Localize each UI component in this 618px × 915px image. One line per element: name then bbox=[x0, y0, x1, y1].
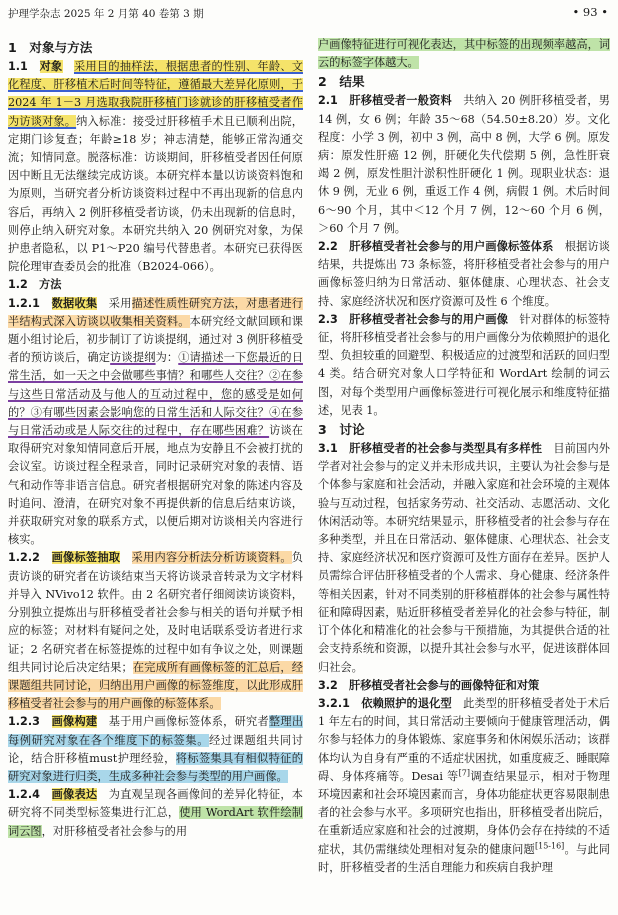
s124-t1: 为直观呈现各画像间的差异化特征，本研究将不同类型标签集进行汇总， bbox=[8, 788, 303, 820]
s121-t1: 采用 bbox=[108, 296, 132, 310]
s124-t2: ，对肝移植受者社会参与的用 bbox=[41, 824, 188, 838]
para-2-1 bbox=[318, 92, 610, 238]
citation-7: [7] bbox=[458, 767, 470, 777]
s121-num: 1.2.1 bbox=[8, 296, 40, 310]
journal-header: 护理学杂志 2025 年 2 月第 40 卷第 3 期 bbox=[8, 8, 204, 20]
section-2-heading: 2 结果 bbox=[318, 74, 365, 90]
para-1-2-2 bbox=[8, 549, 303, 713]
page-number: • 93 • bbox=[572, 5, 608, 19]
s121-title: 数据收集 bbox=[51, 296, 98, 310]
para-2-2 bbox=[318, 238, 610, 311]
s22-title: 2.2 肝移植受者社会参与的用户画像标签体系 bbox=[318, 240, 554, 254]
s124-highlight: 使用 WordArt 软件绘制词云图 bbox=[8, 806, 303, 838]
s121-t4: 访谈在取得研究对象知情同意后开展，地点为安静且不会被打扰的会议室。访谈过程全程录音，同时记录研究对象的表情、语气和动作等非语言信息。研究者根据研究对象的陈述内容及时追问、澄清，在研究对象不再提供新的信息后结束访谈，并获取研究对象的联系方式，以便后期对访谈相关内容进行核实。 bbox=[8, 424, 303, 547]
para-3-1 bbox=[318, 440, 610, 677]
s22-text: 根据访谈结果，共提炼出 73 条标签，将肝移植受者社会参与的用户画像标签归纳为日常活动、躯体健康、心理状态、社会支持、家庭经济状况和医疗资源可及性 6 个维度。 bbox=[318, 240, 610, 308]
s31-title: 3.1 肝移植受者的社会参与类型具有多样性 bbox=[318, 442, 543, 456]
s321-t1: 此类型的肝移植受者处于术后 1 年左右的时间，其日常活动主要倾向于健康管理活动，偶尔参与轻体力的身体锻炼、家庭事务和休闲娱乐活动；该群体均认为自身有严重的不适症状困扰，如重度疲乏、睡眠障碍、身体疼痛等。Desai 等 bbox=[318, 696, 610, 783]
section-3-2-heading: 3.2 肝移植受者社会参与的画像特征和对策 bbox=[318, 678, 540, 692]
para-3-2-1 bbox=[318, 695, 610, 877]
s121-t3: 为： bbox=[155, 351, 179, 365]
s122-highlight-2: 在完成所有画像标签的汇总后，经课题组共同讨论，归纳出用户画像的标签维度，以此形成肝移植受者社会参与的用户画像的标签体系。 bbox=[8, 660, 303, 711]
s123-num: 1.2.3 bbox=[8, 715, 40, 729]
page-header bbox=[0, 0, 618, 26]
s321-title: 依赖照护的退化型 bbox=[361, 696, 452, 710]
s123-t2: 经过课题组共同讨论，结合肝移植must护理经验， bbox=[8, 733, 303, 765]
s121-highlight: 描述性质性研究方法，对患者进行半结构式深入访谈以收集相关资料。 bbox=[8, 296, 303, 328]
s124-num: 1.2.4 bbox=[8, 788, 40, 802]
para-1-2-3 bbox=[8, 713, 303, 786]
right-column bbox=[318, 36, 610, 877]
para-2-3 bbox=[318, 311, 610, 420]
s122-t1: 负责访谈的研究者在访谈结束当天将访谈录音转录为文字材料并导入 NVivo12 软件。由 2 名研究者仔细阅读访谈资料，分别独立提炼出与肝移植受者社会参与相关的语句并赋予相应的标签；对材料有疑问之处，及时电话联系受访者进行求证；2 名研究者在标签提炼的过程中如有争议之处，则课题组共同讨论后决定结果； bbox=[8, 551, 303, 674]
s124-title: 画像表达 bbox=[51, 788, 98, 802]
section-1-2-heading: 1.2 方法 bbox=[8, 278, 62, 292]
s124-cont-highlight: 户画像特征进行可视化表达，其中标签的出现频率越高，词云的标签字体越大。 bbox=[318, 38, 610, 70]
s31-text: 目前国内外学者对社会参与的定义并未形成共识，主要认为社会参与是个体参与家庭和社会活动，并融入家庭和社会环境的主观体验与互动过程，包括家务劳动、社交活动、志愿活动、文化休闲活动等。本研究结果显示，肝移植受者的社会参与存在多种类型，并且在日常活动、躯体健康、心理状态、社会支持、家庭经济状况和医疗资源可及性方面存在差异。医护人员需综合评估肝移植受者的个人需求、身心健康、经济条件等相关因素，针对不同类别的肝移植群体的社会参与属性特征和障碍因素，贴近肝移植受者差异化的社会参与特征，制订个体化和精准化的社会参与干预措施，为其提供合适的社会支持系统和资源，以提升其社会参与水平，促进该群体回归社会。 bbox=[318, 442, 610, 674]
s321-num: 3.2.1 bbox=[318, 696, 350, 710]
s123-highlight-1: 整理出每例研究对象在各个维度下的标签集。 bbox=[8, 715, 303, 747]
citation-15-16: [15-16] bbox=[534, 840, 565, 850]
left-column bbox=[8, 38, 303, 841]
s121-underline-1: 访谈提纲 bbox=[110, 351, 156, 365]
s23-text: 针对群体的标签特征，将肝移植受者社会参与的用户画像分为依赖照护的退化型、负担较重的回避型、积极适应的过渡型和活跃的回归型 4 类。结合研究对象人口学特征和 WordArt 绘制的词云图，对每个类型用户画像标签进行可视化展示和维度特征描述，见表 1。 bbox=[318, 312, 610, 417]
s11-num: 1.1 bbox=[8, 60, 28, 73]
s122-num: 1.2.2 bbox=[8, 551, 40, 565]
s11-highlight: 采用目的抽样法，根据患者的性别、年龄、文化程度、肝移植术后时间等特征，遵循最大差异化原则，于 2024 年 1－3 月选取我院肝移植门诊就诊的肝移植受者作为访谈对象。 bbox=[8, 60, 303, 128]
s21-text: 共纳入 20 例肝移植受者，男 14 例，女 6 例；年龄 35～68（54.50±8.20）岁。文化程度：小学 3 例，初中 3 例，高中 8 例，大学 6 例。原发病：原发性肝癌 12 例，肝硬化失代偿期 5 例，急性肝衰竭 2 例，原发性胆汁淤积性肝硬化 1 例。现职业状态：退休 9 例，无业 6 例，重返工作 4 例，病假 1 例。术后时间 6～90 个月，其中＜12 个月 7 例，12～60 个月 6 例，＞60 个月 7 例。 bbox=[318, 94, 610, 235]
para-1-1 bbox=[8, 58, 303, 276]
s123-t1: 基于用户画像标签体系，研究者 bbox=[108, 715, 269, 729]
s11-title: 对象 bbox=[39, 60, 63, 73]
s23-title: 2.3 肝移植受者社会参与的用户画像 bbox=[318, 312, 509, 326]
para-1-2-1 bbox=[8, 295, 303, 550]
para-1-2-4-cont bbox=[318, 36, 610, 72]
s123-highlight-2: 将标签集具有相似特征的研究对象进行归类，生成多种社会参与类型的用户画像。 bbox=[8, 751, 303, 783]
s321-t2: 调查结果显示，相对于物理环境因素和社会环境因素而言，身体功能症状更容易限制患者的社会参与水平。多项研究也指出，肝移植受者出院后，在重新适应家庭和社会的过渡期，身体仍会存在持续的不适症状，其仍需继续处理相对复杂的健康问题 bbox=[318, 769, 610, 856]
s122-highlight-1: 采用内容分析法分析访谈资料。 bbox=[131, 551, 292, 565]
s121-interview-outline: ①请描述一下您最近的日常生活，如一天之中会做哪些事情？和哪些人交往？②在参与这些日常活动及与他人的互动过程中，您的感受是如何的？③有哪些因素会影响您的日常生活和人际交往？④在参与日常活动或是人际交往的过程中，存在哪些困难？ bbox=[8, 351, 303, 438]
s123-title: 画像构建 bbox=[51, 715, 98, 729]
para-1-2-4 bbox=[8, 786, 303, 841]
s122-title: 画像标签抽取 bbox=[51, 551, 121, 565]
section-3-heading: 3 讨论 bbox=[318, 422, 365, 438]
s21-title: 2.1 肝移植受者一般资料 bbox=[318, 94, 452, 108]
s121-t2: 本研究经文献回顾和课题小组讨论后，初步制订了访谈提纲，通过对 3 例肝移植受者的预访谈后，确定 bbox=[8, 314, 303, 365]
section-1-heading: 1 对象与方法 bbox=[8, 40, 93, 55]
s11-text: 纳入标准：接受过肝移植手术且已顺利出院，定期门诊复查；年龄≥18 岁；神志清楚，能够正常沟通交流；知情同意。脱落标准：访谈期间，肝移植受者因任何原因中断且无法继续完成访谈。本研究样本量以访谈资料饱和为原则，当研究者分析访谈资料过程中不再出现新的信息内容后，再纳入 2 例肝移植受者访谈，仍未出现新的信息时，则停止纳入研究对象。本研究共纳入 20 例研究对象，为保护患者隐私，以 P1～P20 编号代替患者。本研究已获得医院伦理审查委员会的批准（B2024-066）。 bbox=[8, 114, 303, 274]
s321-t3: 。与此同时，肝移植受者的生活自理能力和疾病自我护理 bbox=[318, 842, 610, 874]
